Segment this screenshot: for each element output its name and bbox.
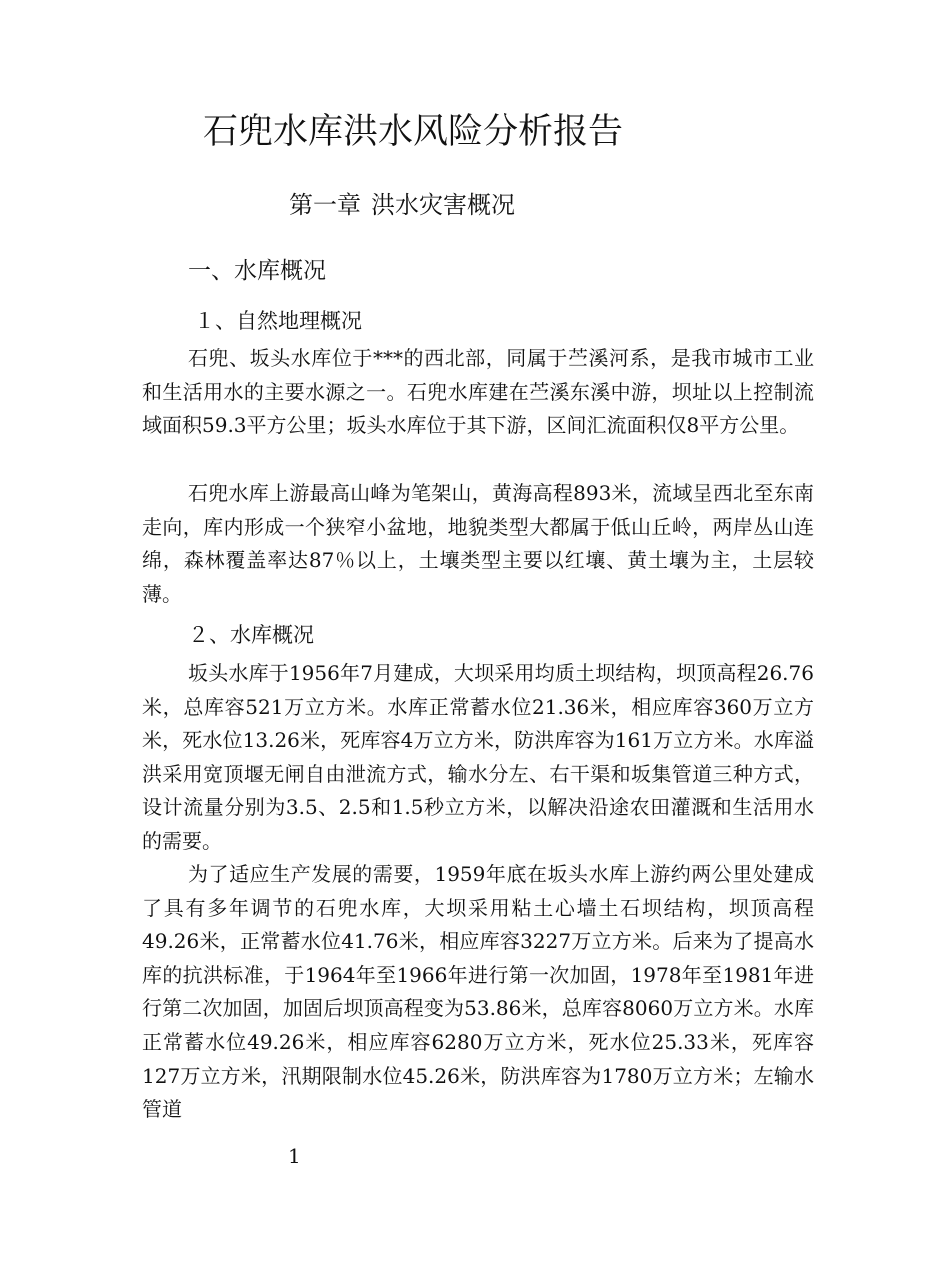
page-number: 1 [288,1144,301,1168]
chapter-heading [289,187,515,223]
paragraph: 石兜、坂头水库位于***的西北部，同属于苎溪河系，是我市城市工业和生活用水的主要水源之一。石兜水库建在苎溪东溪中游，坝址以上控制流域面积59.3平方公里；坂头水库位于其下游，区间汇流面积仅8平方公里。 [142,346,814,438]
section-heading: 一、水库概况 [188,258,326,284]
chapter-title: 洪水灾害概况 [371,191,515,219]
paragraph: 坂头水库于1956年7月建成，大坝采用均质土坝结构，坝顶高程26.76米，总库容521万立方米。水库正常蓄水位21.36米，相应库容360万立方米，死水位13.26米，死库容4万立方米，防洪库容为161万立方米。水库溢洪采用宽顶堰无闸自由泄流方式，输水分左、右干渠和坂集管道三种方式，设计流量分别为3.5、2.5和1.5秒立方米，以解决沿途农田灌溉和生活用水的需要。 [142,661,814,853]
paragraph: 为了适应生产发展的需要，1959年底在坂头水库上游约两公里处建成了具有多年调节的石兜水库，大坝采用粘土心墙土石坝结构，坝顶高程49.26米，正常蓄水位41.76米，相应库容3227万立方米。后来为了提高水库的抗洪标准，于1964年至1966年进行第一次加固，1978年至1981年进行第二次加固，加固后坝顶高程变为53.86米，总库容8060万立方米。水库正常蓄水位49.26米，相应库容6280万立方米，死水位25.33米，死库容127万立方米，汛期限制水位45.26米，防洪库容为1780万立方米；左输水管道 [142,862,814,1122]
document-title: 石兜水库洪水风险分析报告 [203,112,624,152]
chapter-label: 第一章 [289,191,361,219]
paragraph: 石兜水库上游最高山峰为笔架山，黄海高程893米，流域呈西北至东南走向，库内形成一个狭窄小盆地，地貌类型大都属于低山丘岭，两岸丛山连绵，森林覆盖率达87％以上，土壤类型主要以红壤、黄土壤为主，土层较薄。 [142,481,814,606]
subsection-heading-natural-geography: １、自然地理概况 [194,309,362,333]
subsection-heading-reservoir-overview: ２、水库概况 [188,623,314,647]
